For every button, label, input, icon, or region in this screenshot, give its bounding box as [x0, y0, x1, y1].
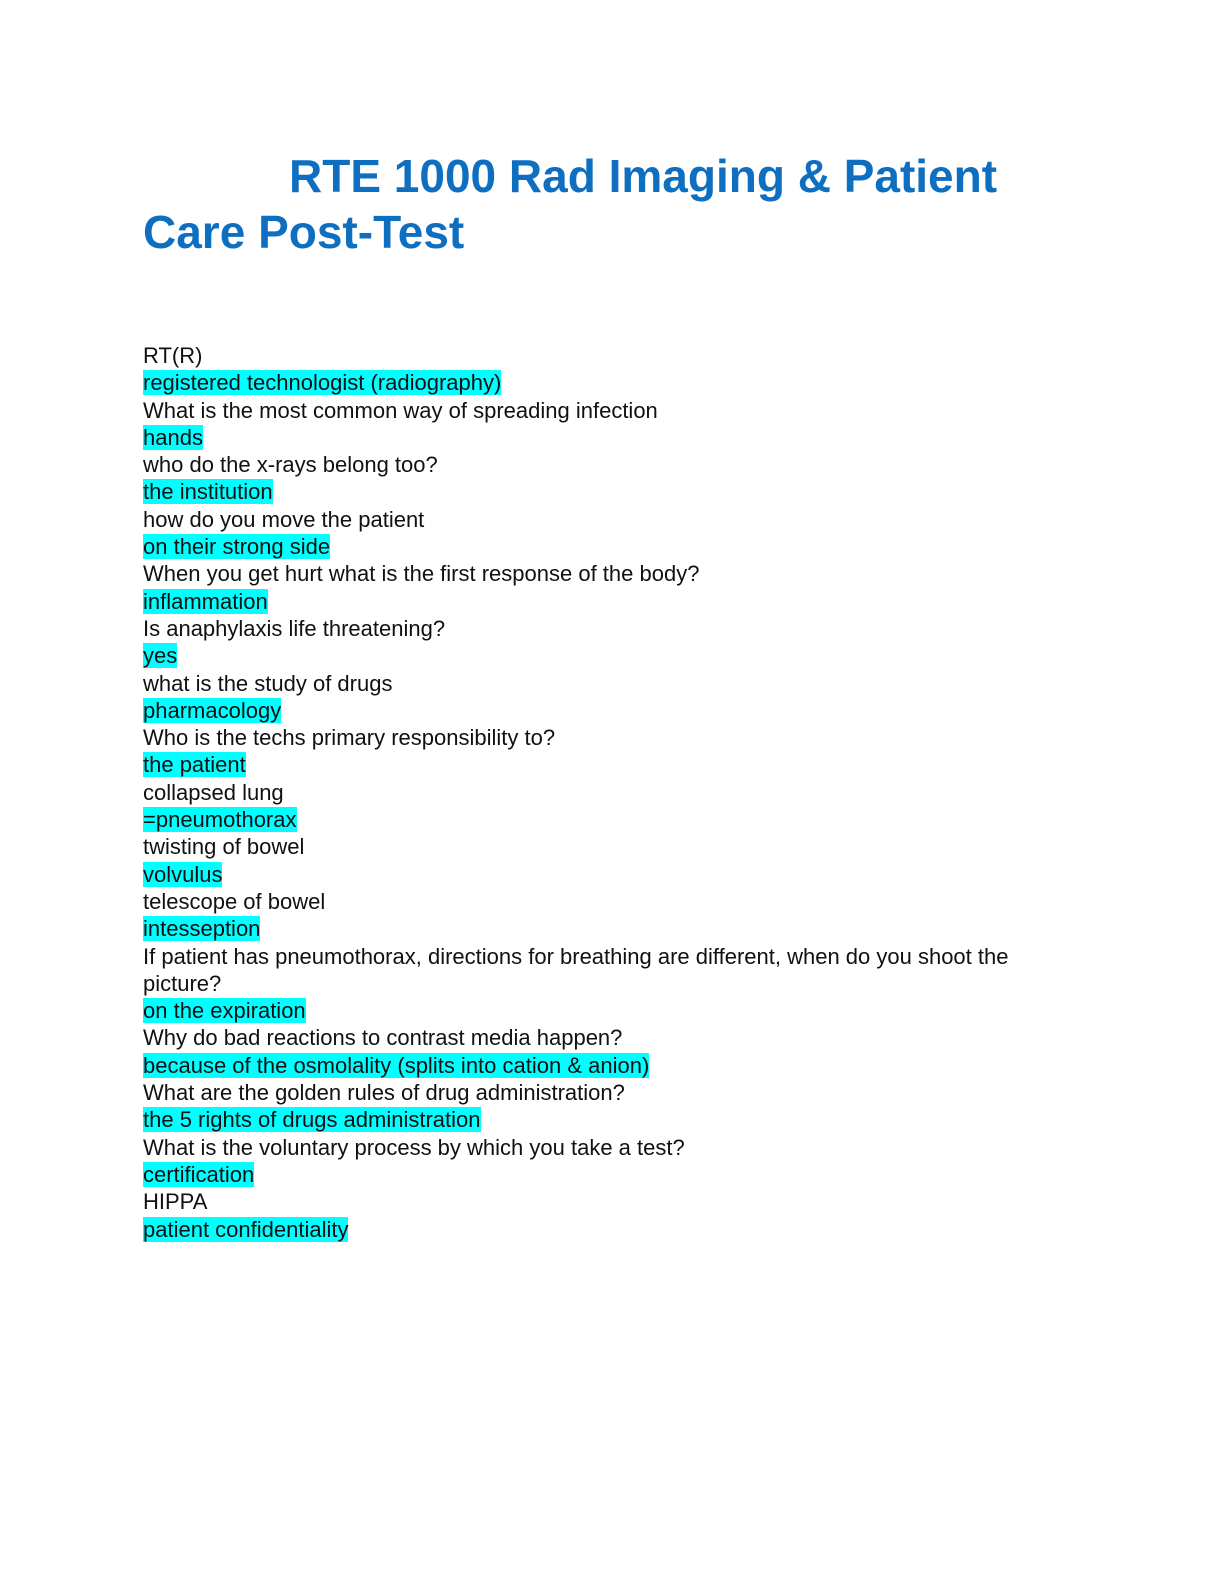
- answer-line: [143, 997, 1073, 1024]
- question-text: twisting of bowel: [143, 834, 305, 860]
- answer-highlight: the 5 rights of drugs administration: [143, 1107, 481, 1133]
- answer-line: [143, 1052, 1073, 1079]
- answer-line: [143, 915, 1073, 942]
- answer-highlight: inflammation: [143, 588, 268, 614]
- answer-line: [143, 1106, 1073, 1133]
- answer-line: [143, 478, 1073, 505]
- qa-item: [143, 724, 1073, 779]
- answer-highlight: intesseption: [143, 916, 261, 942]
- qa-item: [143, 1134, 1073, 1189]
- document-title: RTE 1000 Rad Imaging & Patient Care Post-Test: [143, 150, 998, 258]
- question-text: collapsed lung: [143, 779, 284, 805]
- question-text: Is anaphylaxis life threatening?: [143, 615, 446, 641]
- answer-line: [143, 533, 1073, 560]
- qa-item: [143, 888, 1073, 943]
- question-text: what is the study of drugs: [143, 670, 393, 696]
- answer-highlight: on the expiration: [143, 998, 306, 1024]
- qa-item: [143, 560, 1073, 615]
- answer-highlight: yes: [143, 643, 178, 669]
- answer-highlight: certification: [143, 1161, 255, 1187]
- question-text: Who is the techs primary responsibility to?: [143, 725, 556, 751]
- qa-item: [143, 670, 1073, 725]
- answer-highlight: the institution: [143, 479, 273, 505]
- question-text: Why do bad reactions to contrast media happen?: [143, 1025, 623, 1051]
- question-text: telescope of bowel: [143, 888, 326, 914]
- qa-item: [143, 1079, 1073, 1134]
- question-text: If patient has pneumothorax, directions for breathing are different, when do you shoot the picture?: [143, 943, 1009, 996]
- question-text: RT(R): [143, 343, 203, 368]
- answer-highlight: because of the osmolality (splits into cation & anion): [143, 1052, 650, 1078]
- answer-line: [143, 369, 1073, 396]
- answer-highlight: registered technologist (radiography): [143, 370, 502, 396]
- question-text: HIPPA: [143, 1189, 208, 1215]
- qa-item: [143, 342, 1073, 397]
- qa-item: [143, 397, 1073, 452]
- answer-line: [143, 642, 1073, 669]
- answer-highlight: on their strong side: [143, 534, 331, 560]
- answer-line: [143, 1216, 1073, 1243]
- qa-item: [143, 943, 1073, 1025]
- answer-highlight: patient confidentiality: [143, 1216, 349, 1242]
- question-text: What is the voluntary process by which you take a test?: [143, 1134, 685, 1160]
- qa-item: [143, 615, 1073, 670]
- question-text: When you get hurt what is the first response of the body?: [143, 561, 700, 587]
- answer-line: [143, 806, 1073, 833]
- answer-line: [143, 588, 1073, 615]
- answer-line: [143, 1161, 1073, 1188]
- answer-line: [143, 697, 1073, 724]
- question-text: What are the golden rules of drug administration?: [143, 1080, 625, 1106]
- qa-item: [143, 779, 1073, 834]
- qa-item: [143, 833, 1073, 888]
- answer-highlight: the patient: [143, 752, 246, 778]
- qa-item: [143, 506, 1073, 561]
- question-text: What is the most common way of spreading infection: [143, 397, 658, 423]
- qa-list: [143, 342, 1073, 1243]
- answer-highlight: volvulus: [143, 861, 223, 887]
- answer-highlight: pharmacology: [143, 697, 282, 723]
- qa-item: [143, 451, 1073, 506]
- question-text: how do you move the patient: [143, 506, 425, 532]
- qa-item: [143, 1024, 1073, 1079]
- qa-item: [143, 1188, 1073, 1243]
- answer-highlight: =pneumothorax: [143, 807, 297, 833]
- answer-line: [143, 751, 1073, 778]
- answer-line: [143, 424, 1073, 451]
- answer-highlight: hands: [143, 424, 203, 450]
- answer-line: [143, 861, 1073, 888]
- question-text: who do the x-rays belong too?: [143, 452, 438, 478]
